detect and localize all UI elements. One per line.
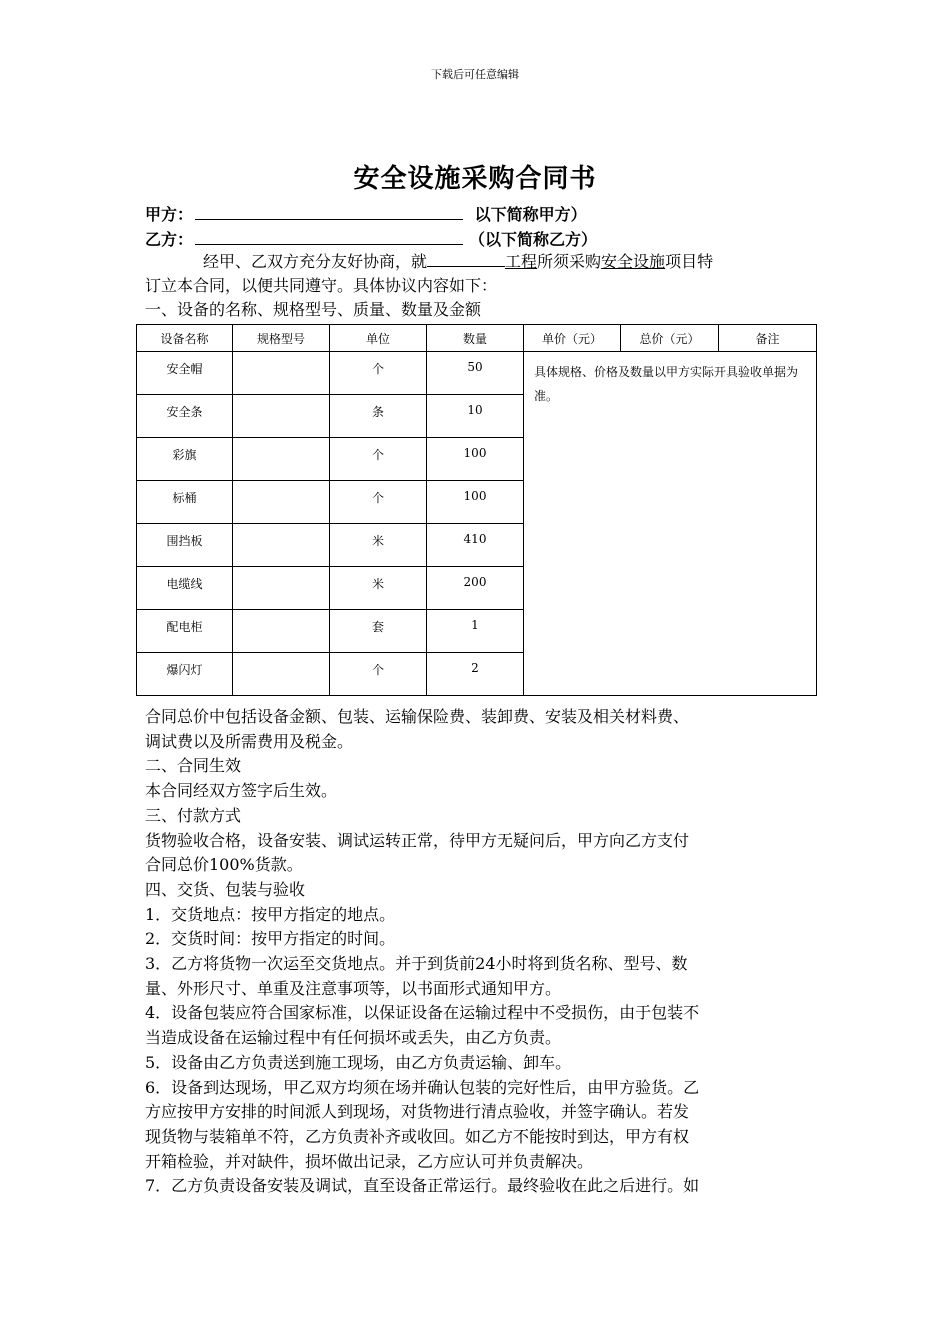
contract-body bbox=[145, 705, 810, 1199]
cell-qty: 410 bbox=[427, 524, 524, 567]
cell-qty: 100 bbox=[427, 438, 524, 481]
cell-unit: 个 bbox=[330, 352, 427, 395]
table-row bbox=[137, 352, 817, 395]
equipment-table bbox=[136, 324, 817, 696]
intro-pre: 经甲、乙双方充分友好协商，就 bbox=[203, 252, 428, 271]
table-header-row bbox=[137, 325, 817, 352]
body-line: 方应按甲方安排的时间派人到现场，对货物进行清点验收，并签字确认。若发 bbox=[145, 1102, 690, 1122]
col-header: 规格型号 bbox=[233, 325, 330, 352]
col-header: 设备名称 bbox=[137, 325, 233, 352]
col-header: 数量 bbox=[427, 325, 524, 352]
section-heading: 三、付款方式 bbox=[145, 805, 242, 825]
intro-post: 项目特 bbox=[665, 252, 714, 271]
cell-name: 电缆线 bbox=[137, 567, 233, 610]
cell-name: 标桶 bbox=[137, 481, 233, 524]
cell-name: 爆闪灯 bbox=[137, 653, 233, 696]
body-line: 7．乙方负责设备安装及调试，直至设备正常运行。最终验收在此之后进行。如 bbox=[145, 1176, 700, 1196]
party-a-suffix: 以下简称甲方） bbox=[474, 205, 587, 224]
cell-spec bbox=[233, 352, 330, 395]
body-line: 1．交货地点：按甲方指定的地点。 bbox=[145, 904, 396, 924]
cell-spec bbox=[233, 481, 330, 524]
party-a-line bbox=[145, 202, 587, 225]
cell-spec bbox=[233, 567, 330, 610]
section-heading: 四、交货、包装与验收 bbox=[145, 879, 306, 899]
cell-name: 彩旗 bbox=[137, 438, 233, 481]
cell-qty: 200 bbox=[427, 567, 524, 610]
cell-spec bbox=[233, 524, 330, 567]
col-header: 总价（元） bbox=[621, 325, 719, 352]
cell-spec bbox=[233, 395, 330, 438]
intro-project: 工程 bbox=[505, 252, 538, 271]
cell-qty: 1 bbox=[427, 610, 524, 653]
body-line: 合同总价中包括设备金额、包装、运输保险费、装卸费、安装及相关材料费、 bbox=[145, 707, 690, 726]
body-line: 6．设备到达现场，甲乙双方均须在场并确认包装的完好性后，由甲方验货。乙 bbox=[145, 1077, 700, 1097]
party-a-blank bbox=[195, 205, 463, 220]
cell-name: 围挡板 bbox=[137, 524, 233, 567]
cell-spec bbox=[233, 653, 330, 696]
party-b-line bbox=[145, 227, 597, 250]
party-b-blank bbox=[195, 230, 463, 245]
header-note: 下载后可任意编辑 bbox=[431, 68, 519, 81]
intro-line-2: 订立本合同，以便共同遵守。具体协议内容如下： bbox=[145, 276, 498, 295]
col-header: 单位 bbox=[330, 325, 427, 352]
body-line: 2．交货时间：按甲方指定的时间。 bbox=[145, 929, 396, 949]
intro-item: 安全设施 bbox=[601, 252, 666, 271]
col-header: 单价（元） bbox=[524, 325, 621, 352]
cell-name: 安全帽 bbox=[137, 352, 233, 395]
body-line: 量、外形尺寸、单重及注意事项等，以书面形式通知甲方。 bbox=[145, 978, 562, 998]
body-line: 本合同经双方签字后生效。 bbox=[145, 781, 338, 801]
body-line: 调试费以及所需费用及税金。 bbox=[145, 731, 354, 751]
cell-spec bbox=[233, 438, 330, 481]
body-line: 当造成设备在运输过程中有任何损坏或丢失，由乙方负责。 bbox=[145, 1028, 562, 1048]
cell-unit: 个 bbox=[330, 653, 427, 696]
cell-qty: 50 bbox=[427, 352, 524, 395]
section-heading: 二、合同生效 bbox=[145, 756, 242, 776]
project-blank bbox=[427, 252, 505, 267]
document-title: 安全设施采购合同书 bbox=[353, 164, 597, 194]
cell-qty: 2 bbox=[427, 653, 524, 696]
cell-unit: 个 bbox=[330, 438, 427, 481]
cell-unit: 套 bbox=[330, 610, 427, 653]
body-line: 4．设备包装应符合国家标准，以保证设备在运输过程中不受损伤，由于包装不 bbox=[145, 1003, 700, 1023]
party-a-label: 甲方： bbox=[145, 205, 194, 224]
cell-qty: 100 bbox=[427, 481, 524, 524]
cell-qty: 10 bbox=[427, 395, 524, 438]
cell-unit: 米 bbox=[330, 567, 427, 610]
cell-name: 配电柜 bbox=[137, 610, 233, 653]
cell-unit: 个 bbox=[330, 481, 427, 524]
body-line: 货物验收合格，设备安装、调试运转正常，待甲方无疑问后，甲方向乙方支付 bbox=[145, 830, 690, 850]
body-line: 现货物与装箱单不符，乙方负责补齐或收回。如乙方不能按时到达，甲方有权 bbox=[145, 1126, 690, 1146]
col-header: 备注 bbox=[719, 325, 817, 352]
body-line: 5．设备由乙方负责送到施工现场，由乙方负责运输、卸车。 bbox=[145, 1052, 572, 1072]
section1-title: 一、设备的名称、规格型号、质量、数量及金额 bbox=[145, 300, 482, 319]
intro-line-1 bbox=[145, 250, 810, 275]
body-line: 开箱检验，并对缺件，损坏做出记录，乙方应认可并负责解决。 bbox=[145, 1151, 594, 1171]
cell-unit: 米 bbox=[330, 524, 427, 567]
cell-note: 具体规格、价格及数量以甲方实际开具验收单据为准。 bbox=[524, 352, 817, 696]
cell-spec bbox=[233, 610, 330, 653]
intro-mid: 所须采购 bbox=[537, 252, 602, 271]
body-line: 合同总价100%货款。 bbox=[145, 855, 303, 875]
party-b-label: 乙方： bbox=[145, 230, 194, 249]
body-line: 3．乙方将货物一次运至交货地点。并于到货前24小时将到货名称、型号、数 bbox=[145, 954, 688, 974]
cell-unit: 条 bbox=[330, 395, 427, 438]
cell-name: 安全条 bbox=[137, 395, 233, 438]
party-b-suffix: （以下简称乙方） bbox=[469, 230, 598, 249]
